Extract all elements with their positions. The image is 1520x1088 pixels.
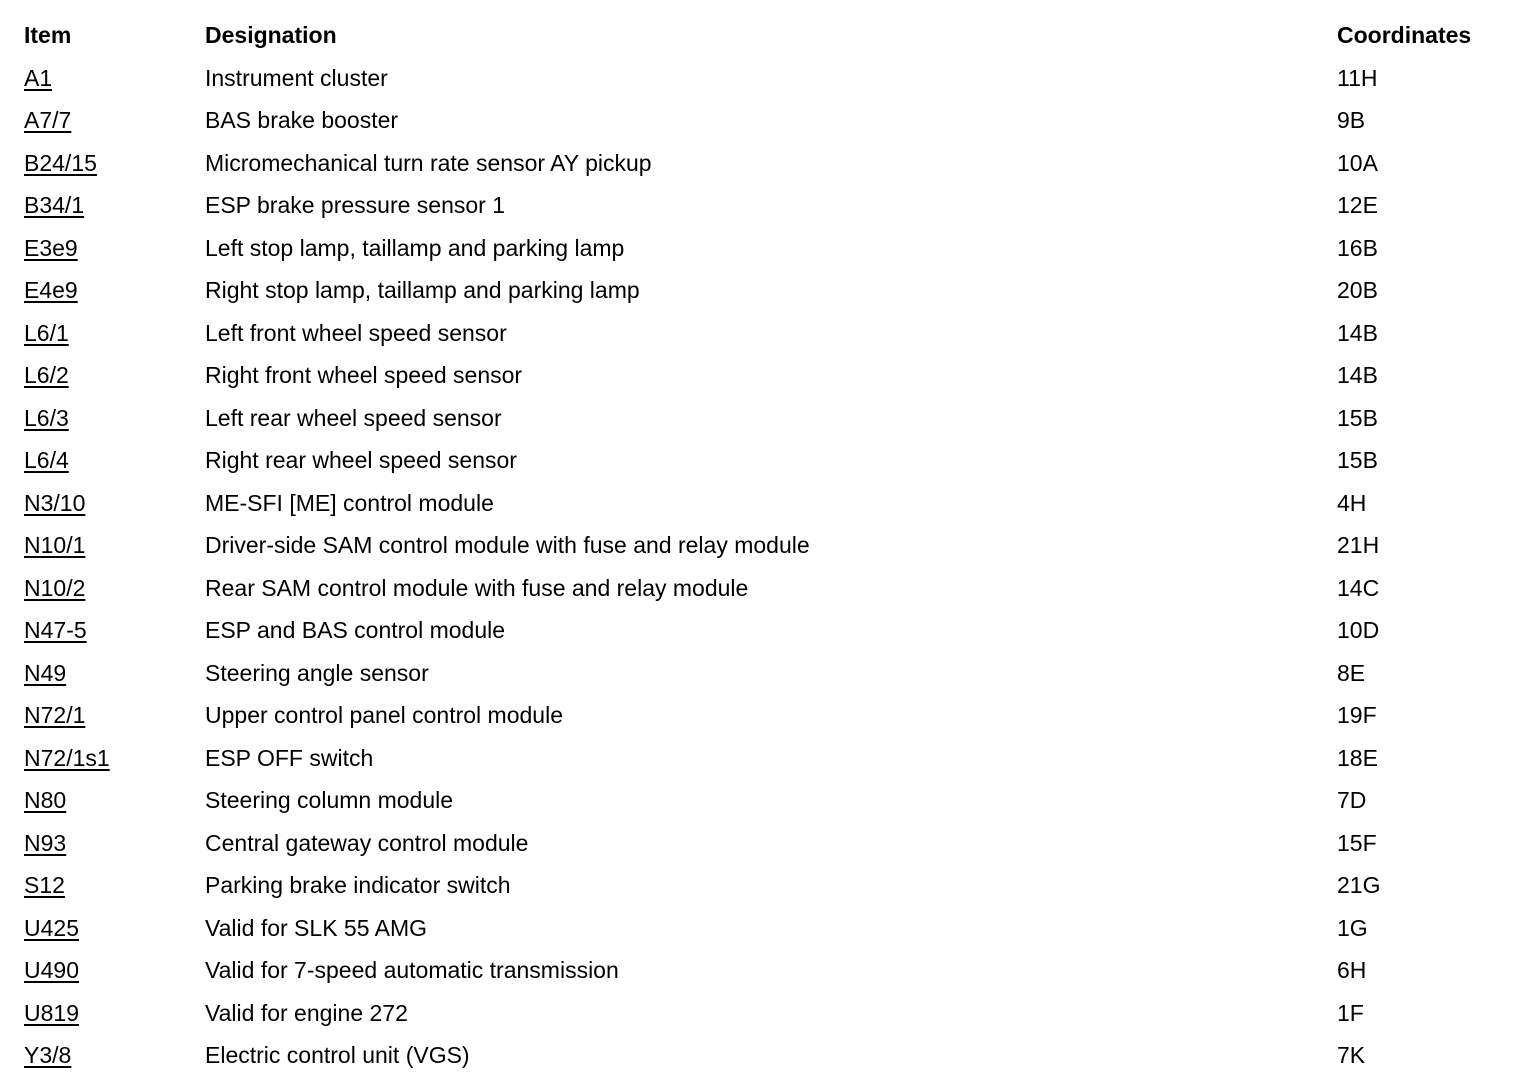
table-row	[0, 949, 1520, 992]
coordinates-cell: 10D	[1337, 617, 1380, 643]
coordinates-cell: 8E	[1337, 659, 1366, 686]
designation-cell: Driver-side SAM control module with fuse and relay module	[205, 532, 810, 558]
item-link[interactable]: L6/2	[24, 362, 69, 388]
designation-cell: Left stop lamp, taillamp and parking lamp	[205, 234, 625, 261]
item-link[interactable]: N72/1	[24, 702, 86, 728]
designation-cell: Left rear wheel speed sensor	[205, 404, 502, 431]
item-link[interactable]: N80	[24, 787, 67, 813]
designation-cell: Upper control panel control module	[205, 702, 563, 728]
table-row	[0, 397, 1520, 440]
coordinates-cell: 18E	[1337, 744, 1378, 771]
table-row	[0, 779, 1520, 822]
item-link[interactable]: N72/1s1	[24, 744, 110, 771]
item-link[interactable]: S12	[24, 872, 65, 898]
coordinates-cell: 1G	[1337, 914, 1368, 941]
table-body	[0, 57, 1520, 1077]
designation-column-header: Designation	[205, 22, 337, 48]
designation-cell: ESP OFF switch	[205, 744, 374, 771]
item-link[interactable]: N47-5	[24, 617, 87, 643]
designation-cell: Valid for SLK 55 AMG	[205, 914, 428, 941]
table-row	[0, 142, 1520, 185]
item-link[interactable]: L6/3	[24, 404, 69, 431]
coordinates-cell: 7D	[1337, 787, 1367, 813]
item-link[interactable]: B34/1	[24, 192, 85, 218]
table-row	[0, 652, 1520, 695]
item-link[interactable]: N10/1	[24, 532, 86, 558]
table-row	[0, 567, 1520, 610]
component-legend-table	[0, 14, 1520, 1077]
item-link[interactable]: L6/1	[24, 319, 69, 346]
item-link[interactable]: Y3/8	[24, 1042, 72, 1068]
item-link[interactable]: N49	[24, 659, 67, 686]
designation-cell: ME-SFI [ME] control module	[205, 489, 494, 516]
table-row	[0, 524, 1520, 567]
designation-cell: Instrument cluster	[205, 64, 388, 91]
table-row	[0, 269, 1520, 312]
item-link[interactable]: L6/4	[24, 447, 69, 473]
table-row	[0, 482, 1520, 525]
designation-cell: ESP brake pressure sensor 1	[205, 192, 506, 218]
table-row	[0, 992, 1520, 1035]
item-column-header: Item	[24, 22, 72, 48]
table-row	[0, 354, 1520, 397]
table-row	[0, 1034, 1520, 1077]
designation-cell: Valid for 7-speed automatic transmission	[205, 957, 619, 983]
table-row	[0, 694, 1520, 737]
designation-cell: Right rear wheel speed sensor	[205, 447, 517, 473]
coordinates-cell: 7K	[1337, 1042, 1366, 1068]
designation-cell: Steering angle sensor	[205, 659, 429, 686]
item-link[interactable]: E3e9	[24, 234, 78, 261]
item-link[interactable]: N3/10	[24, 489, 86, 516]
coordinates-cell: 9B	[1337, 107, 1366, 133]
table-row	[0, 99, 1520, 142]
designation-cell: BAS brake booster	[205, 107, 399, 133]
coordinates-cell: 20B	[1337, 277, 1378, 303]
table-row	[0, 737, 1520, 780]
table-row	[0, 907, 1520, 950]
designation-cell: Parking brake indicator switch	[205, 872, 511, 898]
item-link[interactable]: A1	[24, 64, 53, 91]
item-link[interactable]: U425	[24, 914, 79, 941]
table-row	[0, 822, 1520, 865]
designation-cell: Right front wheel speed sensor	[205, 362, 523, 388]
table-row	[0, 57, 1520, 100]
coordinates-cell: 16B	[1337, 234, 1378, 261]
item-link[interactable]: A7/7	[24, 107, 72, 133]
coordinates-cell: 14B	[1337, 362, 1378, 388]
table-row	[0, 227, 1520, 270]
item-link[interactable]: E4e9	[24, 277, 78, 303]
item-link[interactable]: N10/2	[24, 574, 86, 601]
designation-cell: ESP and BAS control module	[205, 617, 506, 643]
table-row	[0, 312, 1520, 355]
coordinates-cell: 15F	[1337, 829, 1377, 856]
table-header-row	[0, 14, 1520, 57]
table-row	[0, 609, 1520, 652]
designation-cell: Rear SAM control module with fuse and relay module	[205, 574, 749, 601]
item-link[interactable]: U490	[24, 957, 79, 983]
table-row	[0, 864, 1520, 907]
coordinates-cell: 14B	[1337, 319, 1378, 346]
coordinates-cell: 19F	[1337, 702, 1377, 728]
coordinates-cell: 4H	[1337, 489, 1367, 516]
item-link[interactable]: B24/15	[24, 149, 97, 176]
coordinates-cell: 11H	[1337, 64, 1378, 91]
designation-cell: Valid for engine 272	[205, 999, 408, 1026]
coordinates-cell: 15B	[1337, 447, 1378, 473]
designation-cell: Left front wheel speed sensor	[205, 319, 507, 346]
item-link[interactable]: N93	[24, 829, 67, 856]
designation-cell: Right stop lamp, taillamp and parking lamp	[205, 277, 640, 303]
table-row	[0, 439, 1520, 482]
coordinates-cell: 15B	[1337, 404, 1378, 431]
coordinates-cell: 1F	[1337, 999, 1364, 1026]
coordinates-cell: 12E	[1337, 192, 1378, 218]
coordinates-cell: 21H	[1337, 532, 1380, 558]
coordinates-cell: 6H	[1337, 957, 1367, 983]
designation-cell: Electric control unit (VGS)	[205, 1042, 470, 1068]
coordinates-cell: 14C	[1337, 574, 1380, 601]
coordinates-cell: 21G	[1337, 872, 1381, 898]
coordinates-column-header: Coordinates	[1337, 22, 1472, 48]
coordinates-cell: 10A	[1337, 149, 1378, 176]
table-row	[0, 184, 1520, 227]
designation-cell: Steering column module	[205, 787, 454, 813]
designation-cell: Central gateway control module	[205, 829, 529, 856]
designation-cell: Micromechanical turn rate sensor AY pickup	[205, 149, 652, 176]
item-link[interactable]: U819	[24, 999, 79, 1026]
